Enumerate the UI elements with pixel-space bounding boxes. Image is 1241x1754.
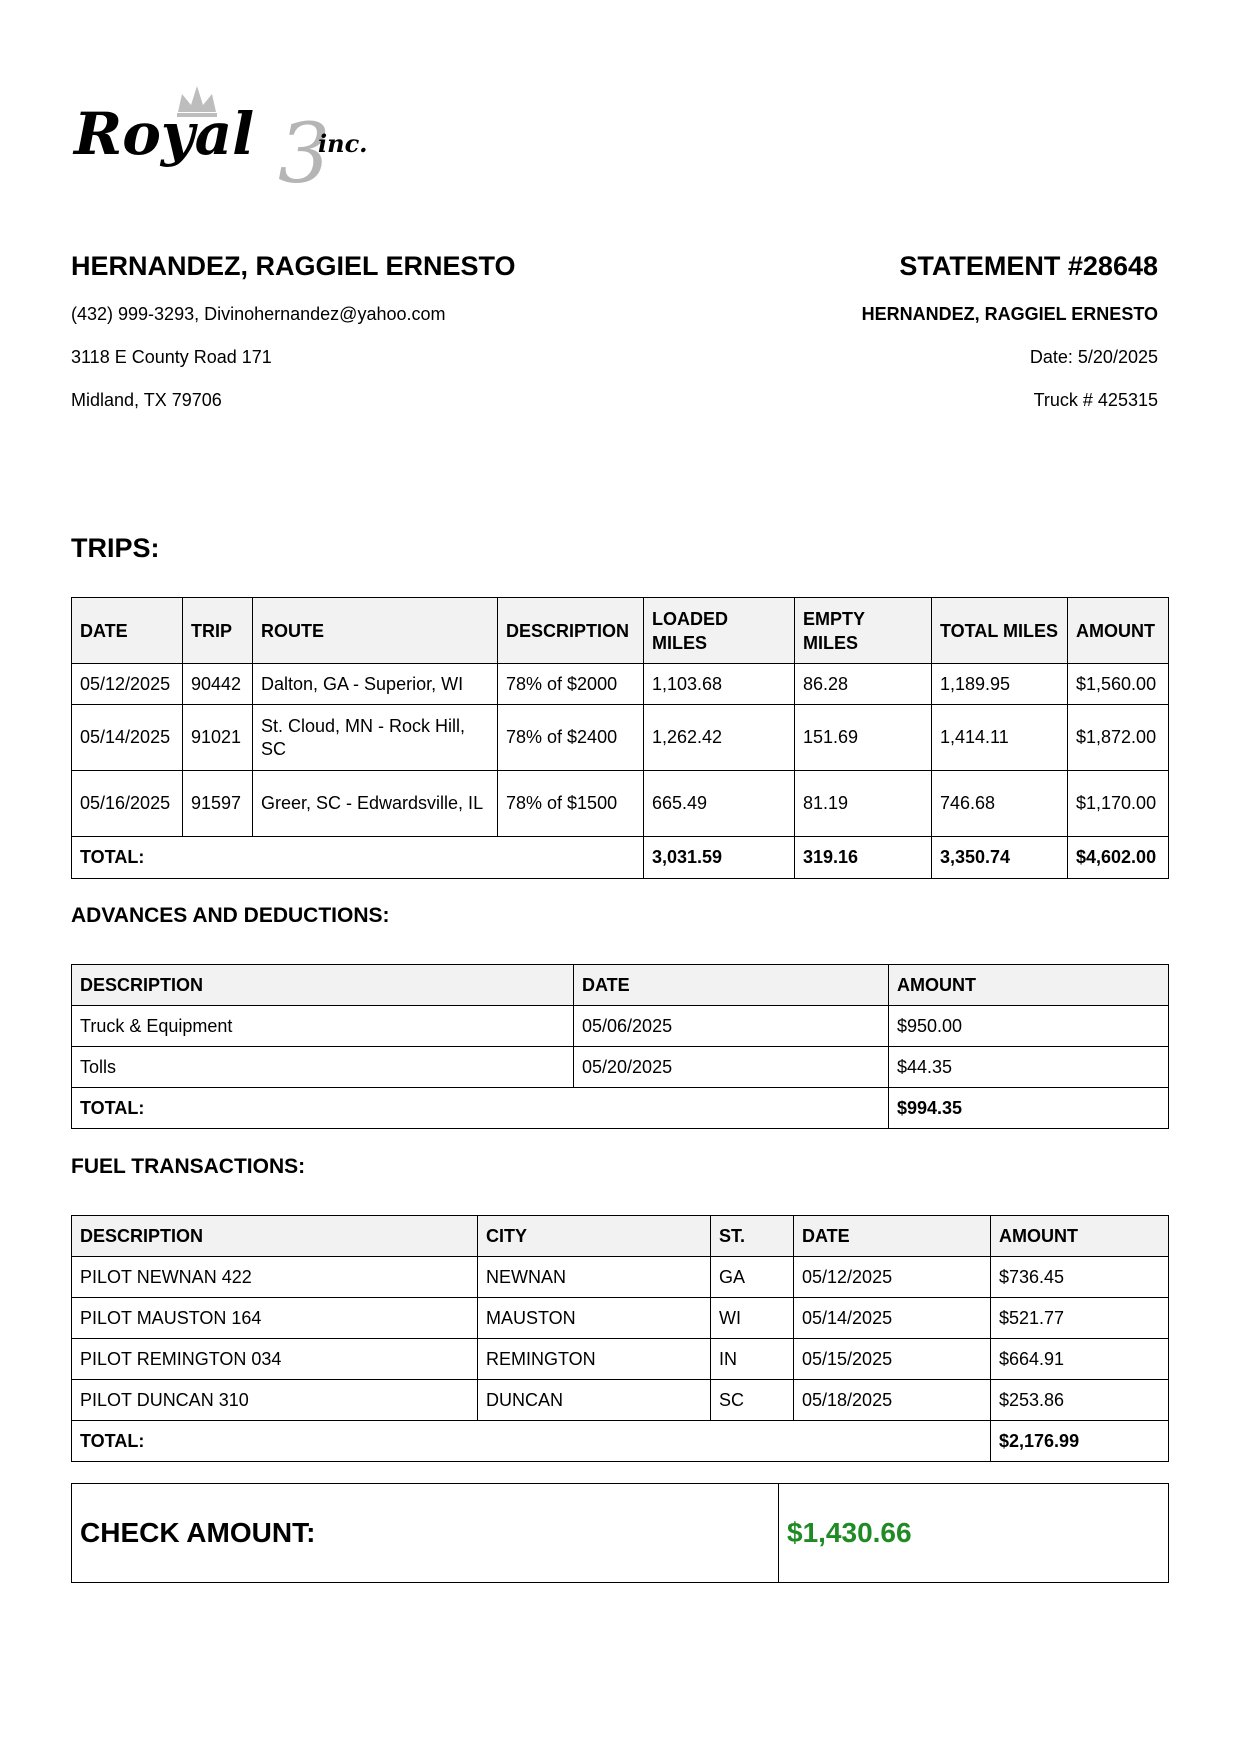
cell-state: GA	[711, 1257, 794, 1298]
cell-amount: $736.45	[991, 1257, 1169, 1298]
cell-date: 05/18/2025	[794, 1380, 991, 1421]
cell-description: Tolls	[72, 1047, 574, 1088]
cell-total-miles: 746.68	[932, 771, 1068, 837]
table-header-row	[72, 965, 1169, 1006]
fuel-table	[71, 1215, 1169, 1462]
cell-route: St. Cloud, MN - Rock Hill, SC	[253, 705, 498, 771]
cell-description: PILOT REMINGTON 034	[72, 1339, 478, 1380]
cell-amount: $521.77	[991, 1298, 1169, 1339]
cell-empty-miles: 151.69	[795, 705, 932, 771]
statement-date: Date: 5/20/2025	[1029, 347, 1158, 367]
cell-trip: 91597	[183, 771, 253, 837]
table-header-row	[72, 598, 1169, 664]
statement-driver-name: HERNANDEZ, RAGGIEL ERNESTO	[861, 304, 1158, 324]
table-row	[72, 1047, 1169, 1088]
advances-title: ADVANCES AND DEDUCTIONS:	[71, 904, 390, 927]
cell-date: 05/16/2025	[72, 771, 183, 837]
trips-table	[71, 597, 1169, 879]
cell-city: REMINGTON	[478, 1339, 711, 1380]
cell-description: 78% of $1500	[498, 771, 644, 837]
cell-date: 05/12/2025	[72, 664, 183, 705]
col-header-loaded-miles: LOADED MILES	[644, 598, 795, 664]
advances-table	[71, 964, 1169, 1129]
table-total-row	[72, 1088, 1169, 1129]
total-amount: $994.35	[889, 1088, 1169, 1129]
col-header-description: DESCRIPTION	[72, 1216, 478, 1257]
cell-amount: $664.91	[991, 1339, 1169, 1380]
col-header-trip: TRIP	[183, 598, 253, 664]
col-header-description: DESCRIPTION	[72, 965, 574, 1006]
table-total-row	[72, 1421, 1169, 1462]
check-amount-box	[71, 1483, 1169, 1583]
col-header-total-miles: TOTAL MILES	[932, 598, 1068, 664]
table-row	[72, 1380, 1169, 1421]
cell-date: 05/20/2025	[574, 1047, 889, 1088]
table-row	[72, 1006, 1169, 1047]
col-header-date: DATE	[72, 598, 183, 664]
table-row	[72, 705, 1169, 771]
col-header-date: DATE	[794, 1216, 991, 1257]
cell-amount: $1,872.00	[1068, 705, 1169, 771]
col-header-date: DATE	[574, 965, 889, 1006]
total-amount: $4,602.00	[1068, 837, 1169, 879]
total-label: TOTAL:	[72, 1421, 991, 1462]
col-header-city: CITY	[478, 1216, 711, 1257]
table-header-row	[72, 1216, 1169, 1257]
cell-amount: $44.35	[889, 1047, 1169, 1088]
driver-info	[71, 250, 516, 411]
cell-description: Truck & Equipment	[72, 1006, 574, 1047]
cell-state: SC	[711, 1380, 794, 1421]
cell-state: WI	[711, 1298, 794, 1339]
driver-address-line2: Midland, TX 79706	[71, 390, 222, 410]
col-header-amount: AMOUNT	[1068, 598, 1169, 664]
col-header-state: ST.	[711, 1216, 794, 1257]
col-header-empty-miles: EMPTY MILES	[795, 598, 932, 664]
cell-trip: 91021	[183, 705, 253, 771]
check-amount-label: CHECK AMOUNT:	[72, 1484, 779, 1583]
check-amount-value: $1,430.66	[779, 1484, 1169, 1583]
cell-state: IN	[711, 1339, 794, 1380]
table-row	[72, 1339, 1169, 1380]
table-row	[72, 1257, 1169, 1298]
cell-amount: $1,560.00	[1068, 664, 1169, 705]
logo-wordmark: Royal	[74, 100, 255, 168]
cell-date: 05/12/2025	[794, 1257, 991, 1298]
total-label: TOTAL:	[72, 837, 644, 879]
check-row	[72, 1484, 1169, 1583]
table-row	[72, 664, 1169, 705]
cell-trip: 90442	[183, 664, 253, 705]
company-logo	[70, 72, 390, 192]
cell-empty-miles: 81.19	[795, 771, 932, 837]
cell-city: MAUSTON	[478, 1298, 711, 1339]
col-header-amount: AMOUNT	[889, 965, 1169, 1006]
driver-contact: (432) 999-3293, Divinohernandez@yahoo.com	[71, 304, 446, 324]
total-empty-miles: 319.16	[795, 837, 932, 879]
cell-city: NEWNAN	[478, 1257, 711, 1298]
cell-amount: $1,170.00	[1068, 771, 1169, 837]
cell-description: 78% of $2000	[498, 664, 644, 705]
cell-date: 05/15/2025	[794, 1339, 991, 1380]
driver-address-line1: 3118 E County Road 171	[71, 347, 272, 367]
cell-loaded-miles: 665.49	[644, 771, 795, 837]
cell-route: Greer, SC - Edwardsville, IL	[253, 771, 498, 837]
cell-date: 05/14/2025	[794, 1298, 991, 1339]
cell-description: PILOT MAUSTON 164	[72, 1298, 478, 1339]
total-amount: $2,176.99	[991, 1421, 1169, 1462]
logo-mark: 3	[278, 107, 331, 192]
col-header-description: DESCRIPTION	[498, 598, 644, 664]
cell-loaded-miles: 1,262.42	[644, 705, 795, 771]
driver-name: HERNANDEZ, RAGGIEL ERNESTO	[71, 251, 516, 281]
cell-date: 05/14/2025	[72, 705, 183, 771]
table-row	[72, 771, 1169, 837]
logo-suffix: inc.	[318, 129, 368, 158]
statement-truck: Truck # 425315	[1033, 390, 1158, 410]
statement-info	[862, 250, 1158, 411]
col-header-amount: AMOUNT	[991, 1216, 1169, 1257]
total-label: TOTAL:	[72, 1088, 889, 1129]
table-total-row	[72, 837, 1169, 879]
cell-description: PILOT NEWNAN 422	[72, 1257, 478, 1298]
cell-date: 05/06/2025	[574, 1006, 889, 1047]
statement-title: STATEMENT #28648	[899, 251, 1158, 281]
total-miles: 3,350.74	[932, 837, 1068, 879]
trips-title: TRIPS:	[71, 533, 160, 563]
fuel-title: FUEL TRANSACTIONS:	[71, 1155, 306, 1178]
cell-loaded-miles: 1,103.68	[644, 664, 795, 705]
cell-city: DUNCAN	[478, 1380, 711, 1421]
col-header-route: ROUTE	[253, 598, 498, 664]
cell-description: 78% of $2400	[498, 705, 644, 771]
cell-route: Dalton, GA - Superior, WI	[253, 664, 498, 705]
cell-amount: $950.00	[889, 1006, 1169, 1047]
table-row	[72, 1298, 1169, 1339]
cell-empty-miles: 86.28	[795, 664, 932, 705]
cell-description: PILOT DUNCAN 310	[72, 1380, 478, 1421]
cell-amount: $253.86	[991, 1380, 1169, 1421]
cell-total-miles: 1,414.11	[932, 705, 1068, 771]
total-loaded-miles: 3,031.59	[644, 837, 795, 879]
cell-total-miles: 1,189.95	[932, 664, 1068, 705]
